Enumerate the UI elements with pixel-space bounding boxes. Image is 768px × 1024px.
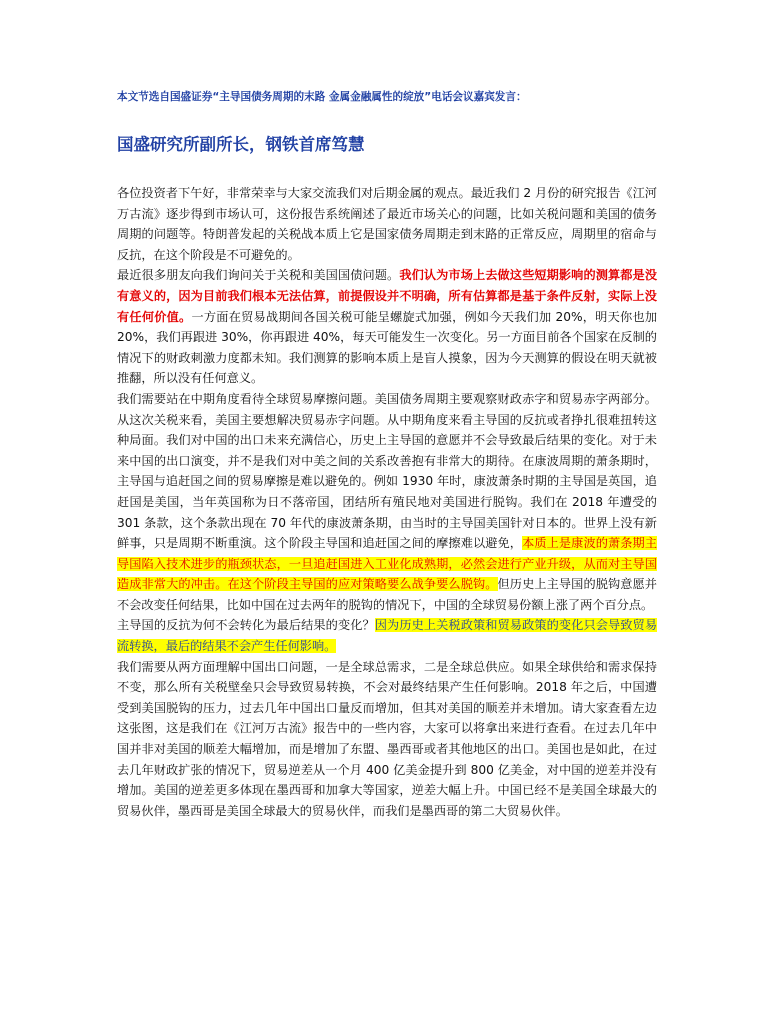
paragraph-3-rest: 但历史上主导国的脱钩意愿并不会改变任何结果，比如中国在过去两年的脱钩的情况下，中国的全球贸易份额上涨了两个百分点。 bbox=[117, 577, 657, 612]
paragraph-1: 各位投资者下午好，非常荣幸与大家交流我们对后期金属的观点。最近我们 2 月份的研究报告《江河万古流》逐步得到市场认可，这份报告系统阐述了最近市场关心的问题，比如关税问题和美国的债务周期的问题等。特朗普发起的关税战本质上它是国家债务周期走到末路的正常反应，周期里的宿命与反抗，在这个阶段是不可避免的。 bbox=[117, 186, 657, 262]
paragraph-2 bbox=[117, 265, 657, 389]
paragraph-2-intro: 最近很多朋友向我们询问关于关税和美国国债问题。 bbox=[117, 268, 400, 283]
highlighted-blue-text: 因为历史上关税政策和贸易政策的变化只会导致贸易流转换，最后的结果不会产生任何影响。 bbox=[117, 618, 658, 654]
article-body bbox=[117, 183, 657, 821]
paragraph-2-rest: 一方面在贸易战期间各国关税可能呈螺旋式加强，例如今天我们加 20%，明天你也加 20%，我们再跟进 30%，你再跟进 40%，每天可能发生一次变化。另一方面目前各个国家在反制的情况下的财政刺激力度都未知。我们测算的影响本质上是盲人摸象，因为今天测算的假设在明天就被推翻，所以没有任何意义。 bbox=[117, 309, 658, 386]
source-note: 本文节选自国盛证券“主导国债务周期的末路 金属金融属性的绽放”电话会议嘉宾发言： bbox=[117, 91, 527, 103]
emphasis-red-text: 我们认为市场上去做这些短期影响的测算都是没有意义的，因为目前我们根本无法估算，前提假设并不明确，所有估算都是基于条件反射，实际上没有任何价值。 bbox=[117, 268, 658, 324]
paragraph-3 bbox=[117, 389, 657, 616]
paragraph-4 bbox=[117, 615, 657, 656]
paragraph-3-intro: 我们需要站在中期角度看待全球贸易摩擦问题。美国债务周期主要观察财政赤字和贸易赤字两部分。从这次关税来看，美国主要想解决贸易赤字问题。从中期角度来看主导国的反抗或者挣扎很难扭转这种局面。我们对中国的出口未来充满信心，历史上主导国的意愿并不会导致最后结果的变化。对于未来中国的出口演变，并不是我们对中美之间的关系改善抱有非常大的期待。在康波周期的萧条期时，主导国与追赶国之间的贸易摩擦是难以避免的。例如 1930 年时，康波萧条时期的主导国是英国，追赶国是美国，当年英国称为日不落帝国，团结所有殖民地对美国进行脱钩。我们在 2018 年遭受的 301 条款，这个条款出现在 70 年代的康波萧条期，由当时的主导国美国针对日本的。世界上没有新鲜事，只是周期不断重演。这个阶段主导国和追赶国之间的摩擦难以避免， bbox=[117, 391, 657, 551]
speaker-title: 国盛研究所副所长，钢铁首席笃慧 bbox=[117, 135, 365, 154]
paragraph-5: 我们需要从两方面理解中国出口问题，一是全球总需求，二是全球总供应。如果全球供给和需求保持不变，那么所有关税壁垒只会导致贸易转换，不会对最终结果产生任何影响。2018 年之后，中国遭受到美国脱钩的压力，过去几年中国出口量反而增加，但其对美国的顺差并未增加。请大家查看左边这张图，这是我们在《江河万古流》报告中的一些内容，大家可以将拿出来进行查看。在过去几年中国并非对美国的顺差大幅增加，而是增加了东盟、墨西哥或者其他地区的出口。美国也是如此，在过去几年财政扩张的情况下，贸易逆差从一个月 400 亿美金提升到 800 亿美金，对中国的逆差并没有增加。美国的逆差更多体现在墨西哥和加拿大等国家，逆差大幅上升。中国已经不是美国全球最大的贸易伙伴，墨西哥是美国全球最大的贸易伙伴，而我们是墨西哥的第二大贸易伙伴。 bbox=[117, 659, 657, 818]
highlighted-red-text: 本质上是康波的萧条期主导国陷入技术进步的瓶颈状态，一旦追赶国进入工业化成熟期，必然会进行产业升级，从而对主导国造成非常大的冲击。在这个阶段主导国的应对策略要么战争要么脱钩。 bbox=[117, 536, 658, 592]
paragraph-4-question: 主导国的反抗为何不会转化为最后结果的变化？ bbox=[117, 618, 375, 633]
